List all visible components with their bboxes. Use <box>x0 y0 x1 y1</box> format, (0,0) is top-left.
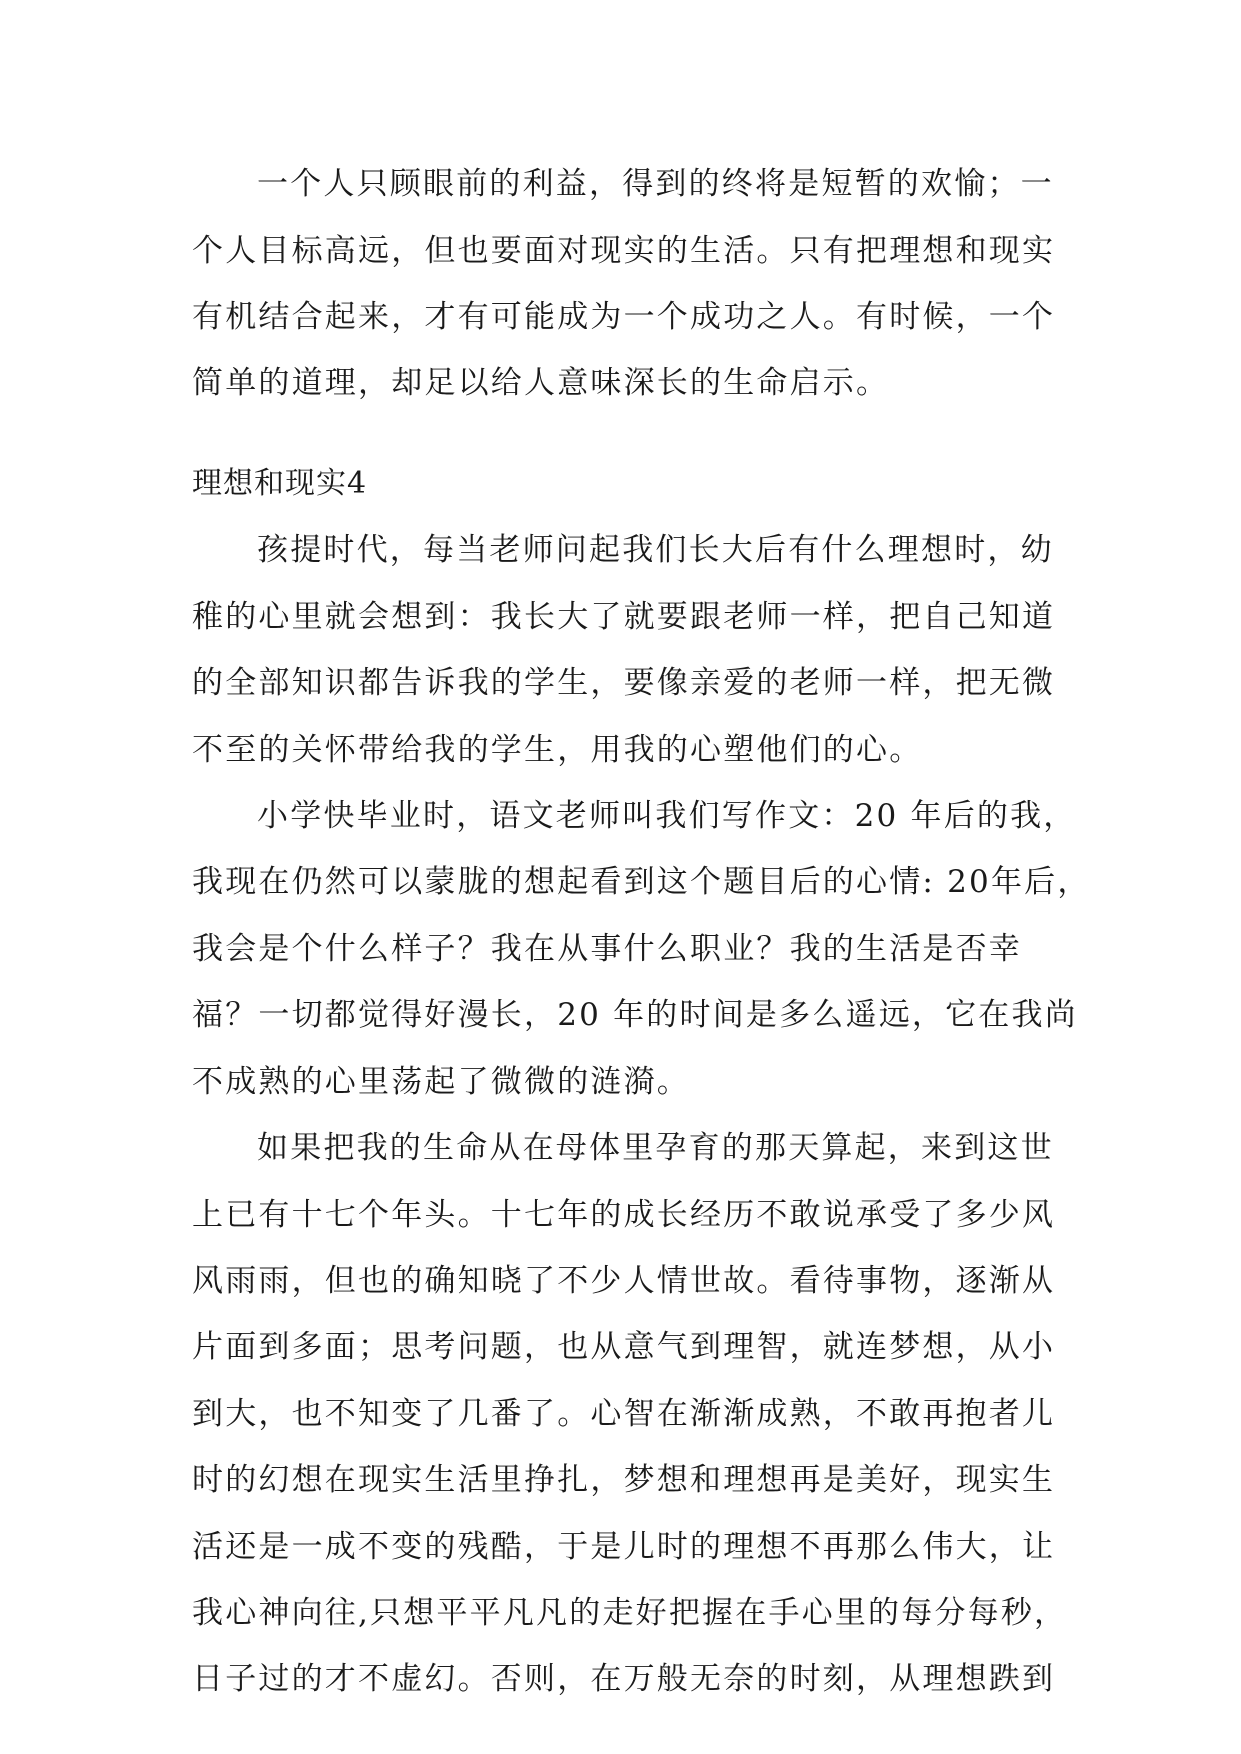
paragraph-line: 活还是一成不变的残酷，于是儿时的理想不再那么伟大，让 <box>192 1529 1056 1565</box>
paragraph-line: 风雨雨，但也的确知晓了不少人情世故。看待事物，逐渐从 <box>192 1263 1056 1299</box>
paragraph-line: 片面到多面；思考问题，也从意气到理智，就连梦想，从小 <box>192 1329 1056 1365</box>
paragraph-line: 小学快毕业时，语文老师叫我们写作文：20 年后的我， <box>257 798 1077 834</box>
paragraph-line: 我会是个什么样子？我在从事什么职业？我的生活是否幸 <box>192 931 1022 967</box>
paragraph-line: 我现在仍然可以蒙胧的想起看到这个题目后的心情: 20年后， <box>192 864 1091 900</box>
paragraph-line: 个人目标高远，但也要面对现实的生活。只有把理想和现实 <box>192 233 1056 269</box>
paragraph-line: 福？一切都觉得好漫长，20 年的时间是多么遥远，它在我尚 <box>192 997 1078 1033</box>
paragraph-line: 稚的心里就会想到：我长大了就要跟老师一样，把自己知道 <box>192 599 1056 635</box>
paragraph-line: 日子过的才不虚幻。否则，在万般无奈的时刻，从理想跌到 <box>192 1661 1056 1697</box>
paragraph-line: 我心神向往,只想平平凡凡的走好把握在手心里的每分每秒， <box>192 1595 1068 1631</box>
paragraph-line: 不成熟的心里荡起了微微的涟漪。 <box>192 1064 690 1100</box>
paragraph-line: 到大，也不知变了几番了。心智在渐渐成熟，不敢再抱者儿 <box>192 1396 1056 1432</box>
paragraph-line: 孩提时代，每当老师问起我们长大后有什么理想时，幼 <box>257 532 1054 568</box>
section-heading: 理想和现实4 <box>192 466 368 501</box>
paragraph-line: 一个人只顾眼前的利益，得到的终将是短暂的欢愉；一 <box>257 166 1054 202</box>
paragraph-line: 不至的关怀带给我的学生，用我的心塑他们的心。 <box>192 732 923 768</box>
paragraph-line: 时的幻想在现实生活里挣扎，梦想和理想再是美好，现实生 <box>192 1462 1056 1498</box>
paragraph-line: 有机结合起来，才有可能成为一个成功之人。有时候，一个 <box>192 299 1056 335</box>
paragraph-line: 上已有十七个年头。十七年的成长经历不敢说承受了多少风 <box>192 1197 1056 1233</box>
paragraph-line: 简单的道理，却足以给人意味深长的生命启示。 <box>192 365 890 401</box>
paragraph-line: 的全部知识都告诉我的学生，要像亲爱的老师一样，把无微 <box>192 665 1056 701</box>
paragraph-line: 如果把我的生命从在母体里孕育的那天算起，来到这世 <box>257 1130 1054 1166</box>
